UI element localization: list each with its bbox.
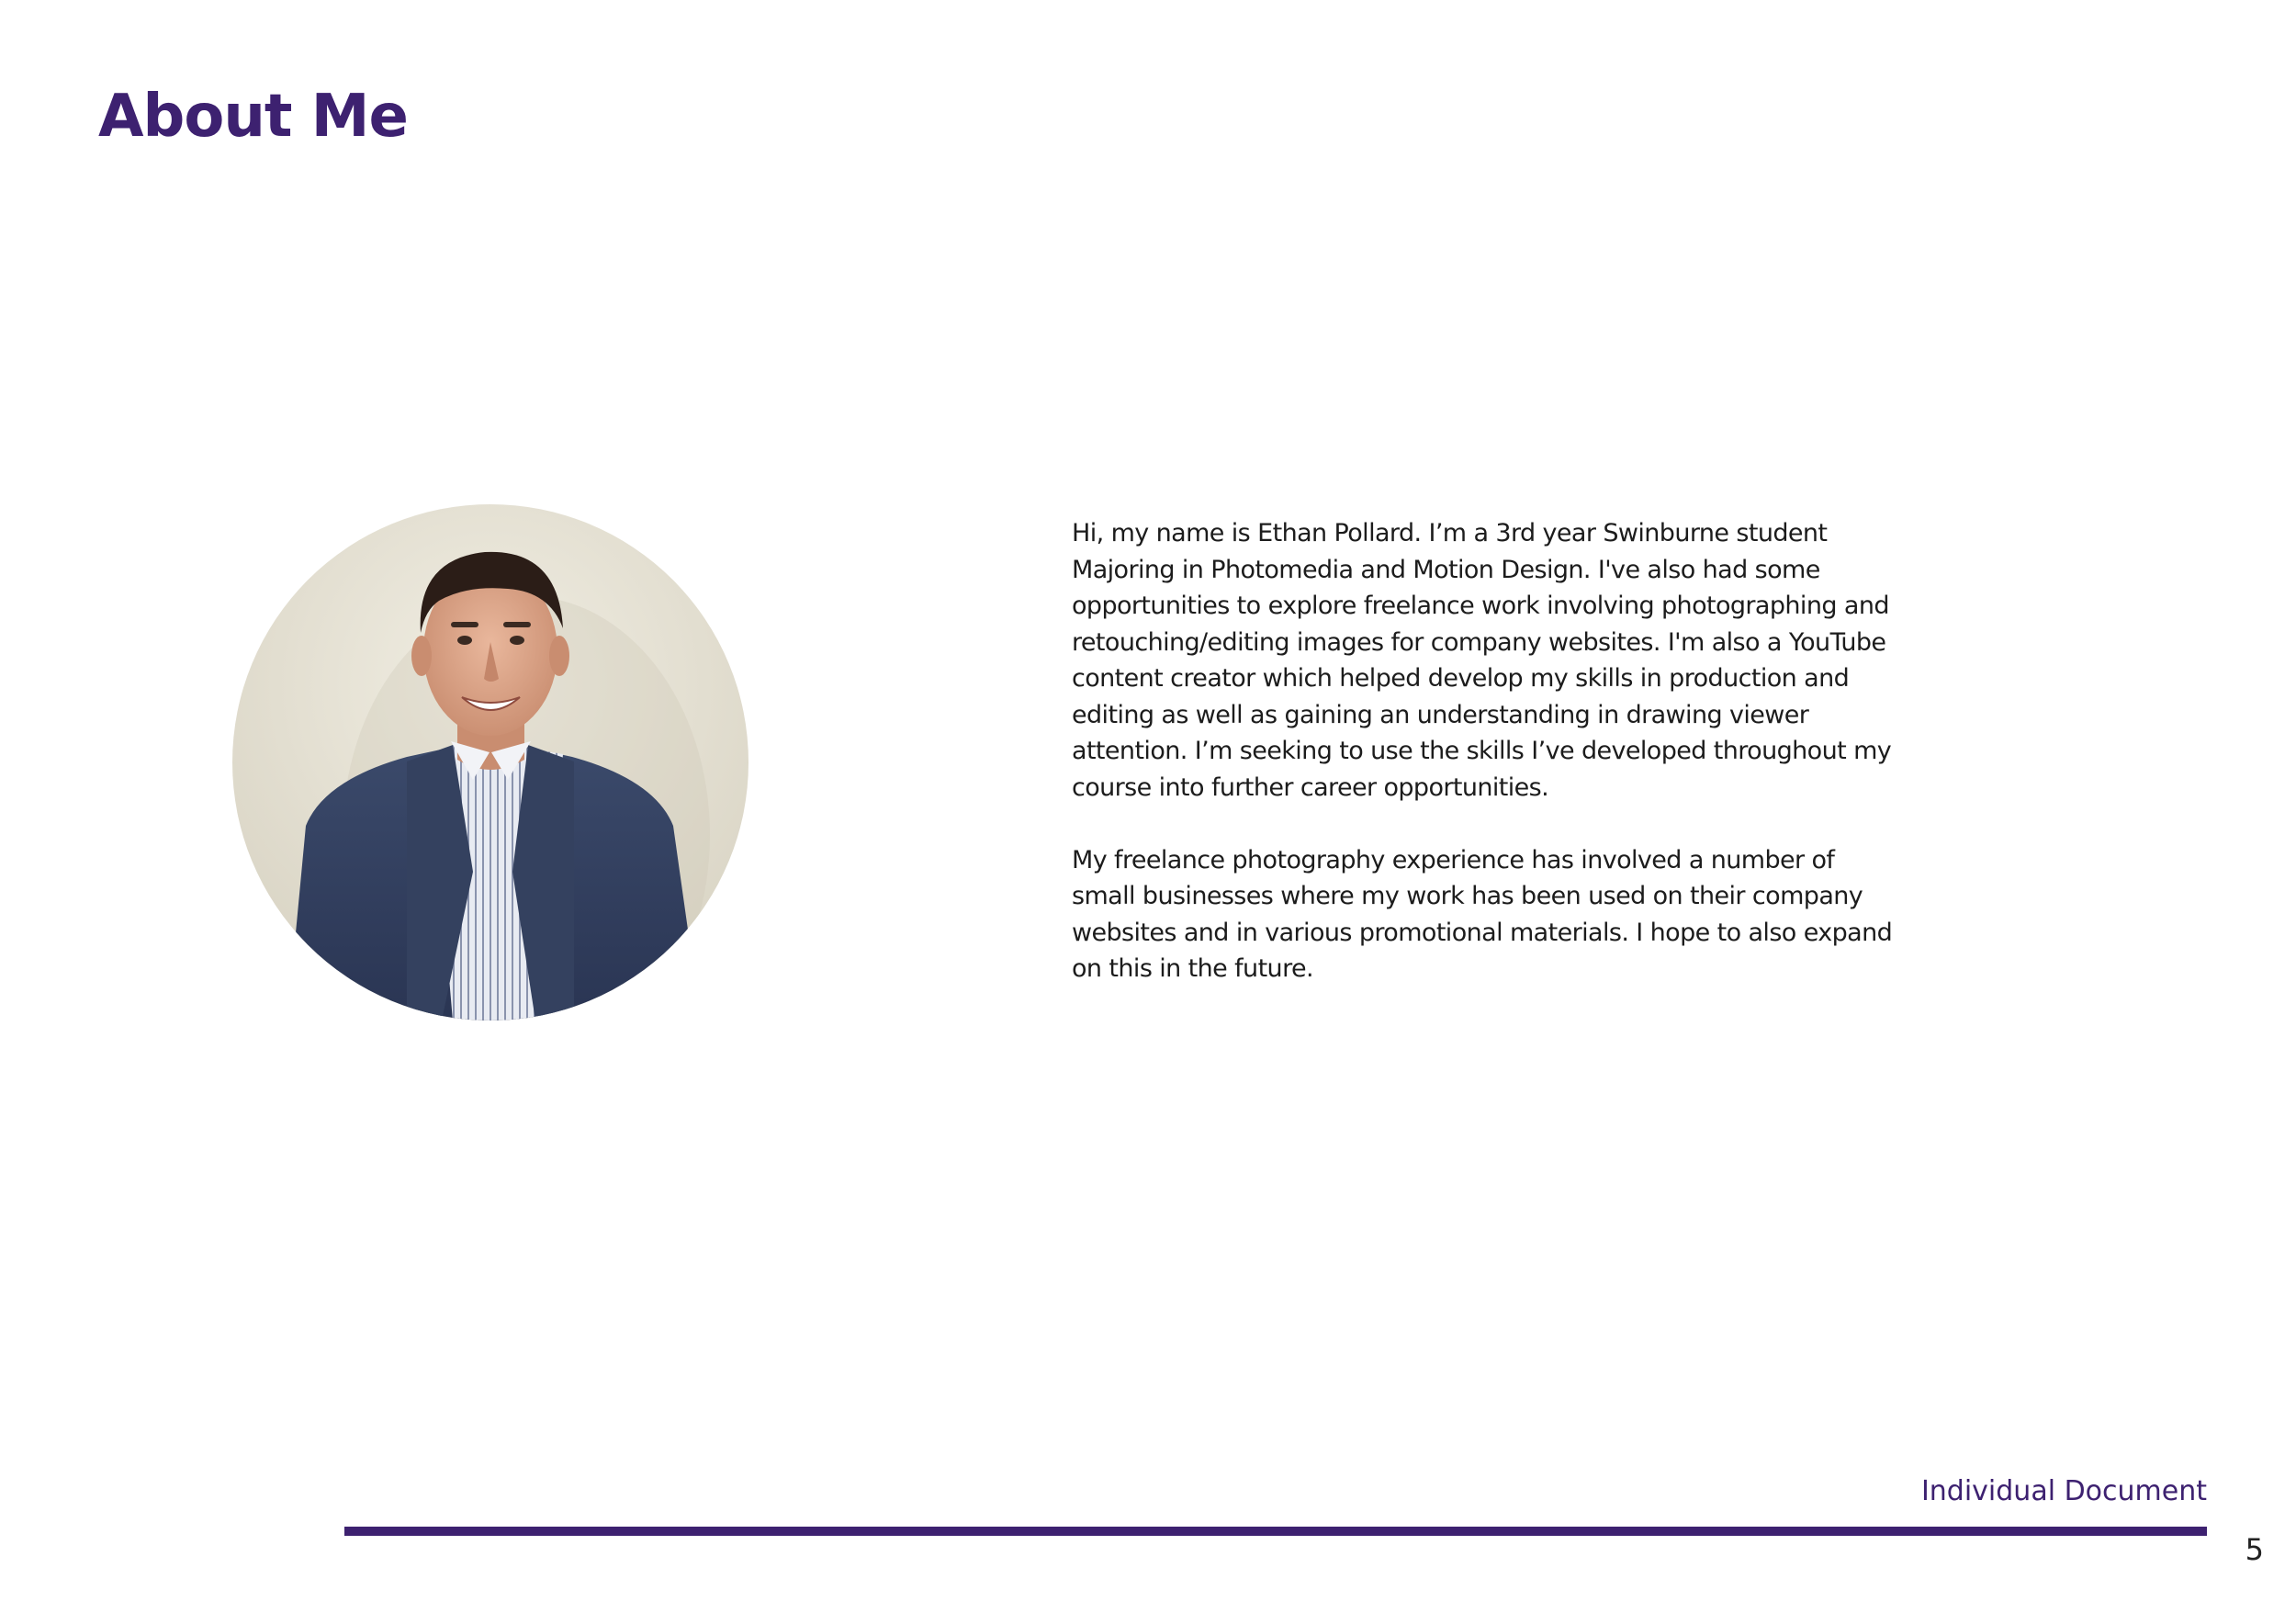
footer-label: Individual Document: [1920, 1475, 2207, 1507]
bio-paragraph-2: My freelance photography experience has involved a number of small businesses where my work has been used on their company websites and in various promotional materials. I hope to also expand on this in the future.: [1072, 845, 1893, 983]
profile-photo: [232, 504, 748, 1021]
footer-divider: [344, 1527, 2207, 1536]
page-number: 5: [2245, 1532, 2264, 1567]
bio-paragraph-1: Hi, my name is Ethan Pollard. I’m a 3rd year Swinburne student Majoring in Photomedia and Motion Design. I've also had some opportunities to explore freelance work involving photographing and retouching/editing images for company websites. I'm also a YouTube content creator which helped develop my skills in production and editing as well as gaining an understanding in drawing viewer attention. I’m seeking to use the skills I’ve developed throughout my course into further career opportunities.: [1072, 519, 1892, 802]
page-title: About Me: [98, 83, 408, 151]
bio-text: [1072, 515, 1898, 987]
